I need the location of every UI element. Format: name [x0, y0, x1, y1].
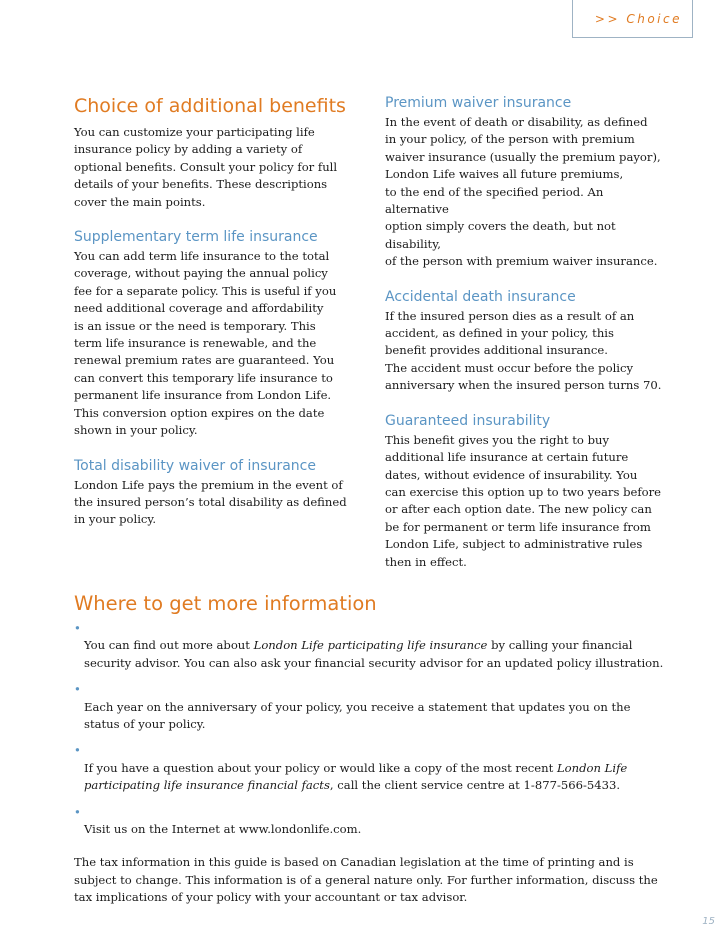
supplementary-term-heading: Supplementary term life insurance [74, 229, 318, 246]
bullet-text: , call the client service centre at 1-877-566-5433. [329, 778, 621, 793]
accidental-death-text: If the insured person dies as a result of an accident, as defined in your policy, this benefit provides additional insurance. The accident must occur before the policy anniversary when the insured person turns 70. [385, 308, 662, 393]
left-column [74, 94, 350, 529]
benefits-intro: You can customize your participating life insurance policy by adding a variety of optional benefits. Consult your policy for full details of your benefits. These descriptions cover the main points. [74, 125, 338, 209]
list-item [74, 804, 664, 839]
bullet-icon: • [74, 743, 81, 758]
guaranteed-insurability-heading: Guaranteed insurability [385, 412, 551, 429]
disability-waiver-text: London Life pays the premium in the event of the insured person’s total disability as defined in your policy. [74, 477, 347, 527]
bullet-text: Visit us on the Internet at www.londonlife.com. [84, 822, 362, 837]
premium-waiver-text: In the event of death or disability, as defined in your policy, of the person with premium waiver insurance (usually the premium payor), London Life waives all future premiums, to the end of the specified period. An alternative option simply covers the death, but not disability, of the person with premium waiver insurance. [385, 115, 661, 269]
bullet-text: You can find out more about [84, 638, 254, 653]
bullet-icon: • [74, 682, 81, 697]
page-number: 15 [702, 916, 715, 927]
guaranteed-insurability-text: This benefit gives you the right to buy additional life insurance at certain future dates, without evidence of insurability. You can exercise this option up to two years before or after each option date. The new policy can be for permanent or term life insurance from London Life, subject to administrative rules then in effect. [385, 432, 662, 569]
benefits-title: Choice of additional benefits [74, 95, 346, 117]
supplementary-term-text: You can add term life insurance to the total coverage, without paying the annual policy fee for a separate policy. This is useful if you need additional coverage and affordability is an issue or the need is temporary. This term life insurance is renewable, and the renewal premium rates are guaranteed. You can convert this temporary life insurance to permanent life insurance from London Life. This conversion option expires on the date shown in your policy. [74, 249, 337, 438]
bullet-icon: • [74, 804, 81, 819]
bullet-text: If you have a question about your policy or would like a copy of the most recent [84, 760, 557, 775]
list-item [74, 620, 664, 672]
disability-waiver-heading: Total disability waiver of insurance [74, 457, 316, 474]
financial-facts-title: London Life participating life insurance financial facts [84, 760, 628, 793]
bullet-icon: • [74, 621, 81, 635]
more-info-title: Where to get more information [74, 592, 377, 615]
bullet-text: by calling your financial security advisor. You can also ask your financial security advisor for an updated policy illustration. [84, 638, 664, 670]
product-name: London Life participating life insurance [253, 638, 488, 653]
right-column [385, 94, 663, 571]
list-item [74, 681, 664, 733]
more-info-section [74, 592, 664, 907]
list-item [74, 742, 664, 794]
section-tab: >> Choice [572, 0, 693, 38]
tax-disclaimer: The tax information in this guide is based on Canadian legislation at the time of printing and is subject to change. This information is of a general nature only. For further information, discuss the tax implications of your policy with your accountant or tax advisor. [74, 855, 658, 905]
bullet-text: Each year on the anniversary of your policy, you receive a statement that updates you on the status of your policy. [84, 699, 631, 732]
premium-waiver-heading: Premium waiver insurance [385, 95, 572, 111]
accidental-death-heading: Accidental death insurance [385, 288, 576, 305]
